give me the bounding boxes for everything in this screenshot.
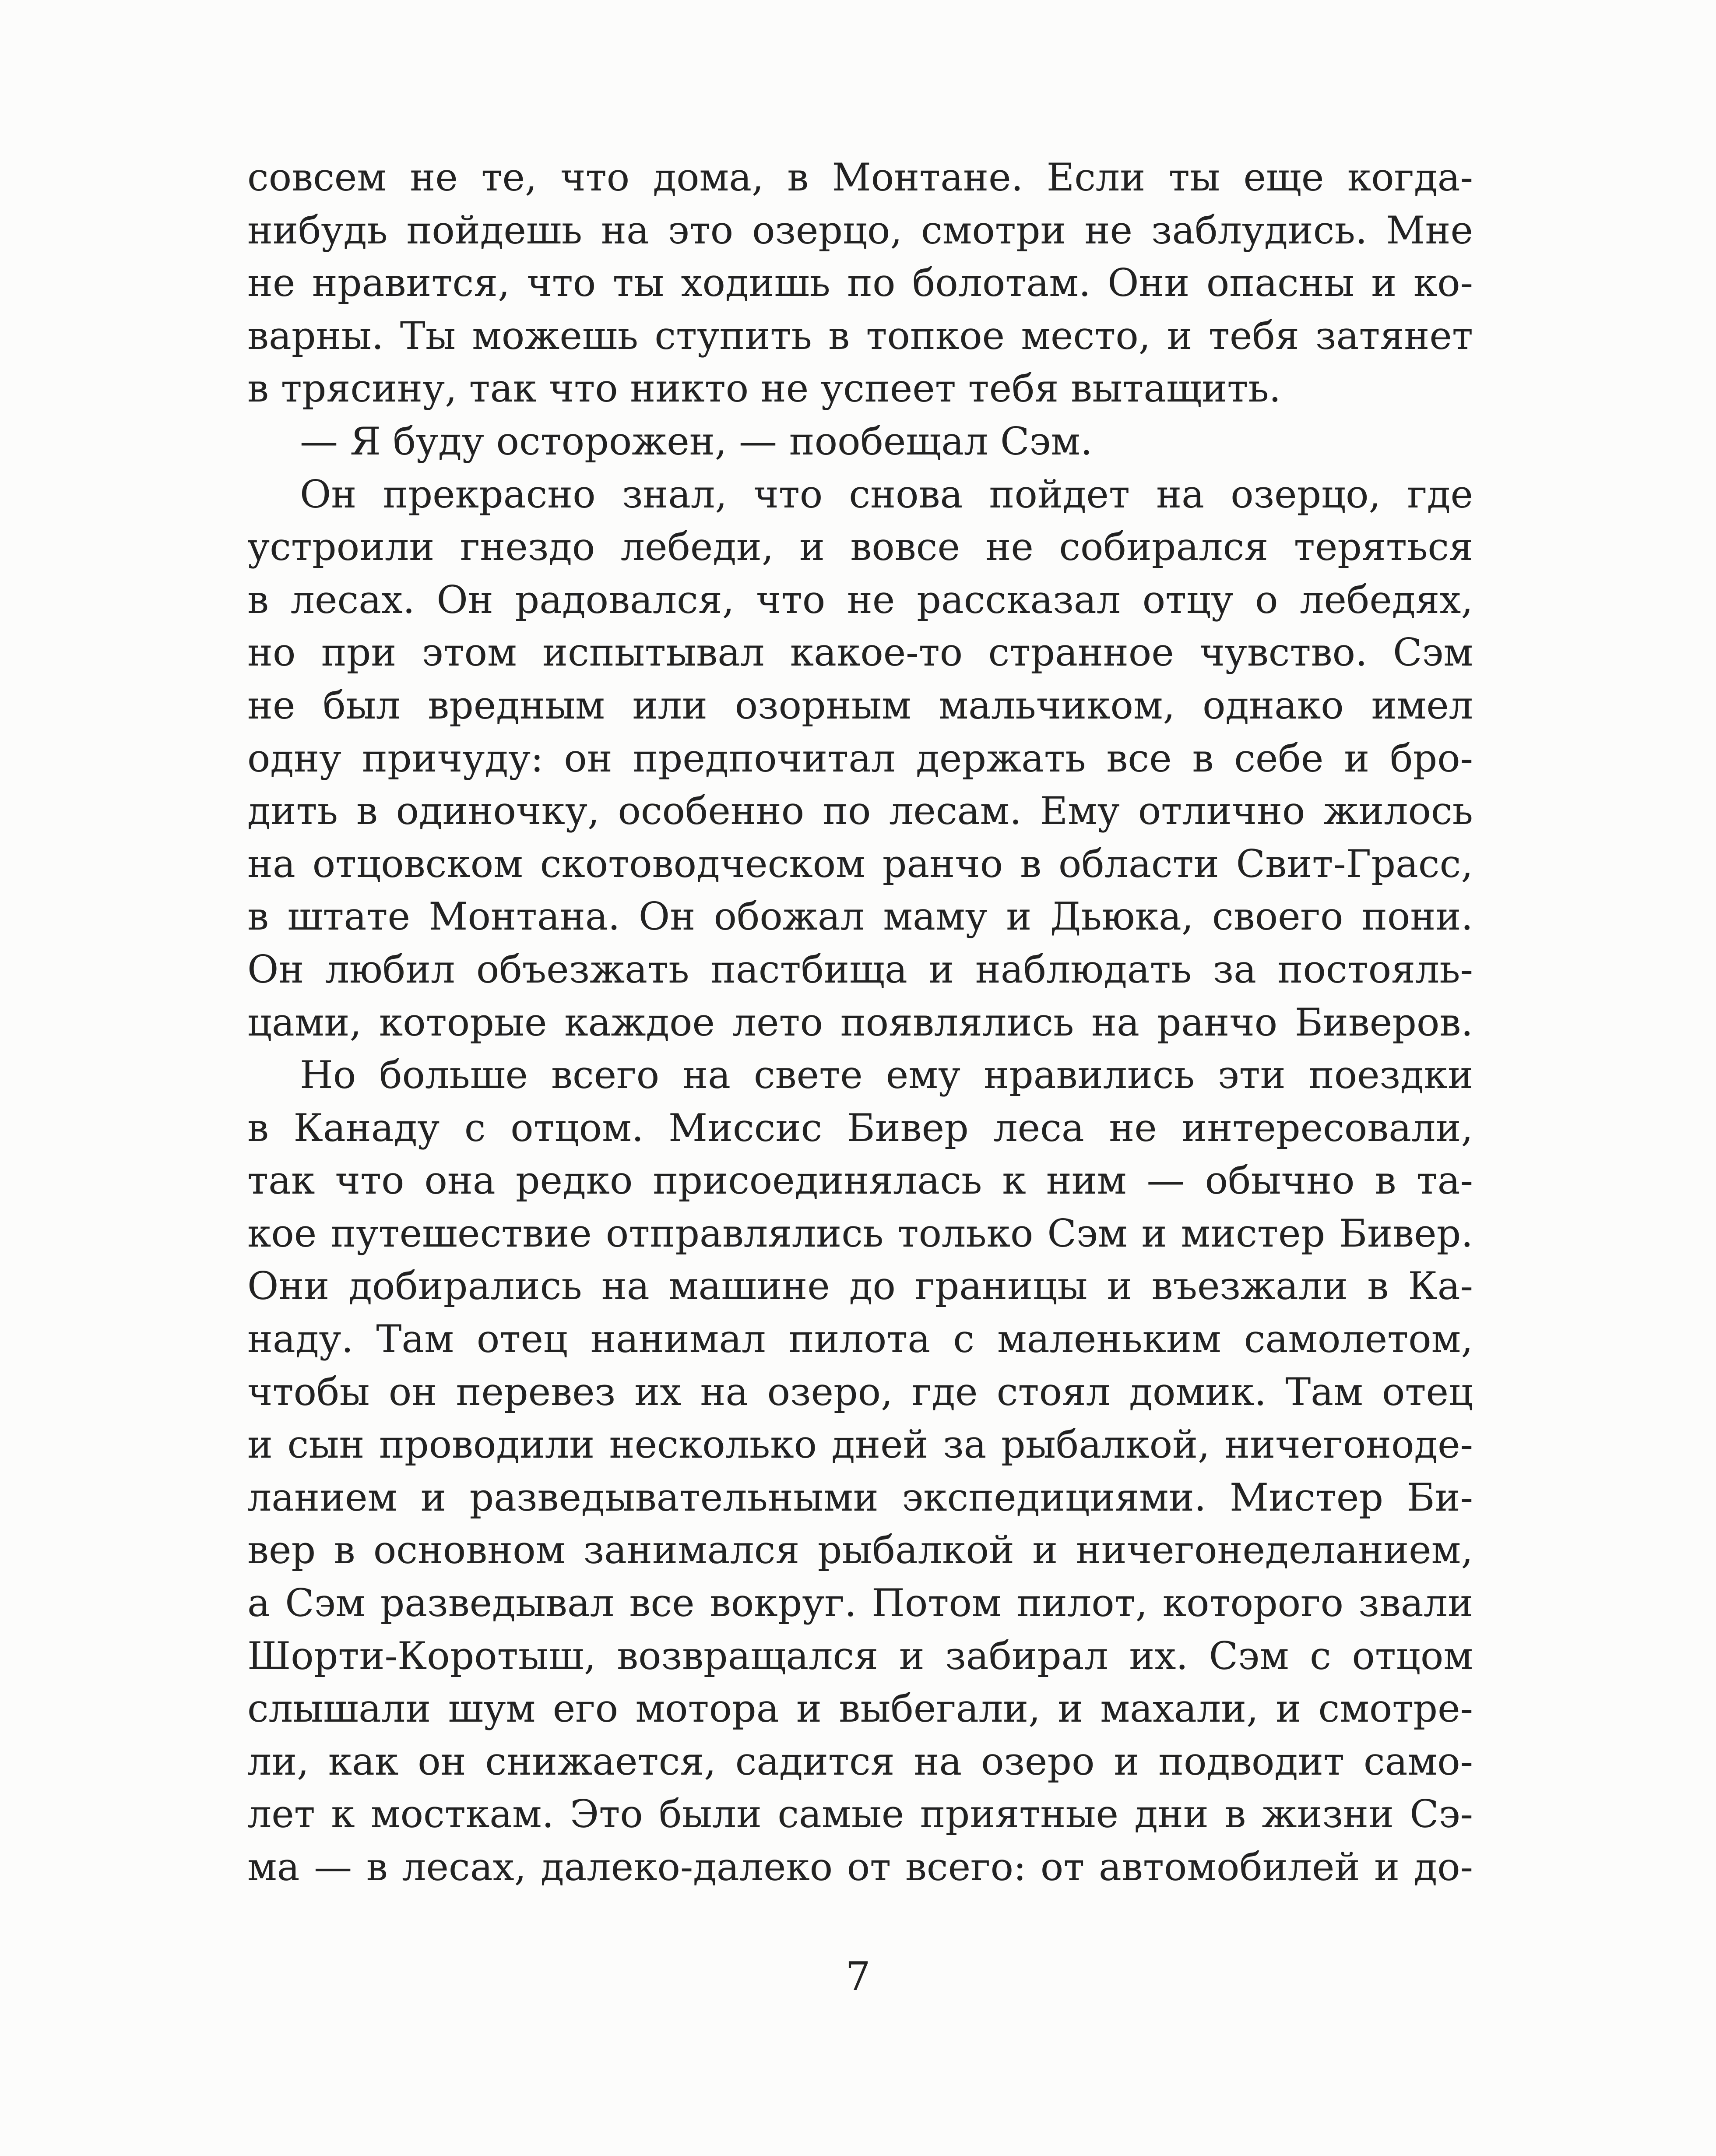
text-line: лет к мосткам. Это были самые приятные дни в жизни Сэ- — [247, 1792, 1473, 1837]
text-line: вер в основном занимался рыбалкой и ничегонеделанием, — [247, 1528, 1473, 1573]
text-line: Он любил объезжать пастбища и наблюдать за постояль- — [247, 947, 1473, 992]
text-line: не был вредным или озорным мальчиком, однако имел — [247, 683, 1473, 728]
text-line: так что она редко присоединялась к ним — обычно в та- — [247, 1158, 1473, 1203]
text-line: слышали шум его мотора и выбегали, и махали, и смотре- — [247, 1686, 1473, 1731]
text-line: в трясину, так что никто не успеет тебя вытащить. — [247, 366, 1281, 411]
page-number: 7 — [845, 1954, 871, 2000]
text-line: в штате Монтана. Он обожал маму и Дьюка, своего пони. — [247, 894, 1473, 939]
text-line: одну причуду: он предпочитал держать все в себе и бро- — [247, 736, 1473, 781]
text-line: на отцовском скотоводческом ранчо в области Свит-Грасс, — [247, 841, 1473, 886]
body-text — [247, 151, 1473, 1894]
text-line: кое путешествие отправлялись только Сэм и мистер Бивер. — [247, 1211, 1473, 1256]
text-line: в Канаду с отцом. Миссис Бивер леса не интересовали, — [247, 1105, 1473, 1150]
text-line: ма — в лесах, далеко-далеко от всего: от автомобилей и до- — [247, 1845, 1473, 1889]
text-line: чтобы он перевез их на озеро, где стоял домик. Там отец — [247, 1369, 1473, 1414]
text-line: варны. Ты можешь ступить в топкое место, и тебя затянет — [247, 313, 1473, 358]
text-line: не нравится, что ты ходишь по болотам. Они опасны и ко- — [247, 261, 1473, 306]
text-line: и сын проводили несколько дней за рыбалкой, ничегоноде- — [247, 1422, 1473, 1467]
text-line: Но больше всего на свете ему нравились эти поездки — [300, 1053, 1473, 1098]
text-line: наду. Там отец нанимал пилота с маленьким самолетом, — [247, 1317, 1473, 1362]
text-line: цами, которые каждое лето появлялись на ранчо Биверов. — [247, 1000, 1473, 1045]
text-line: ли, как он снижается, садится на озеро и подводит само- — [247, 1739, 1473, 1784]
text-line: — Я буду осторожен, — пообещал Сэм. — [300, 419, 1093, 464]
text-line: ланием и разведывательными экспедициями. Мистер Би- — [247, 1475, 1473, 1520]
text-line: Он прекрасно знал, что снова пойдет на озерцо, где — [300, 472, 1473, 517]
text-line: устроили гнездо лебеди, и вовсе не собирался теряться — [247, 525, 1473, 570]
text-line: дить в одиночку, особенно по лесам. Ему отлично жилось — [247, 789, 1473, 834]
text-line: нибудь пойдешь на это озерцо, смотри не заблудись. Мне — [247, 208, 1473, 253]
text-line: Шорти-Коротыш, возвращался и забирал их. Сэм с отцом — [247, 1633, 1473, 1678]
text-line: в лесах. Он радовался, что не рассказал отцу о лебедях, — [247, 577, 1473, 622]
text-line: но при этом испытывал какое-то странное чувство. Сэм — [247, 630, 1473, 675]
text-line: совсем не те, что дома, в Монтане. Если ты еще когда- — [247, 155, 1473, 200]
text-line: а Сэм разведывал все вокруг. Потом пилот, которого звали — [247, 1581, 1473, 1626]
text-line: Они добирались на машине до границы и въезжали в Ка- — [247, 1264, 1473, 1309]
